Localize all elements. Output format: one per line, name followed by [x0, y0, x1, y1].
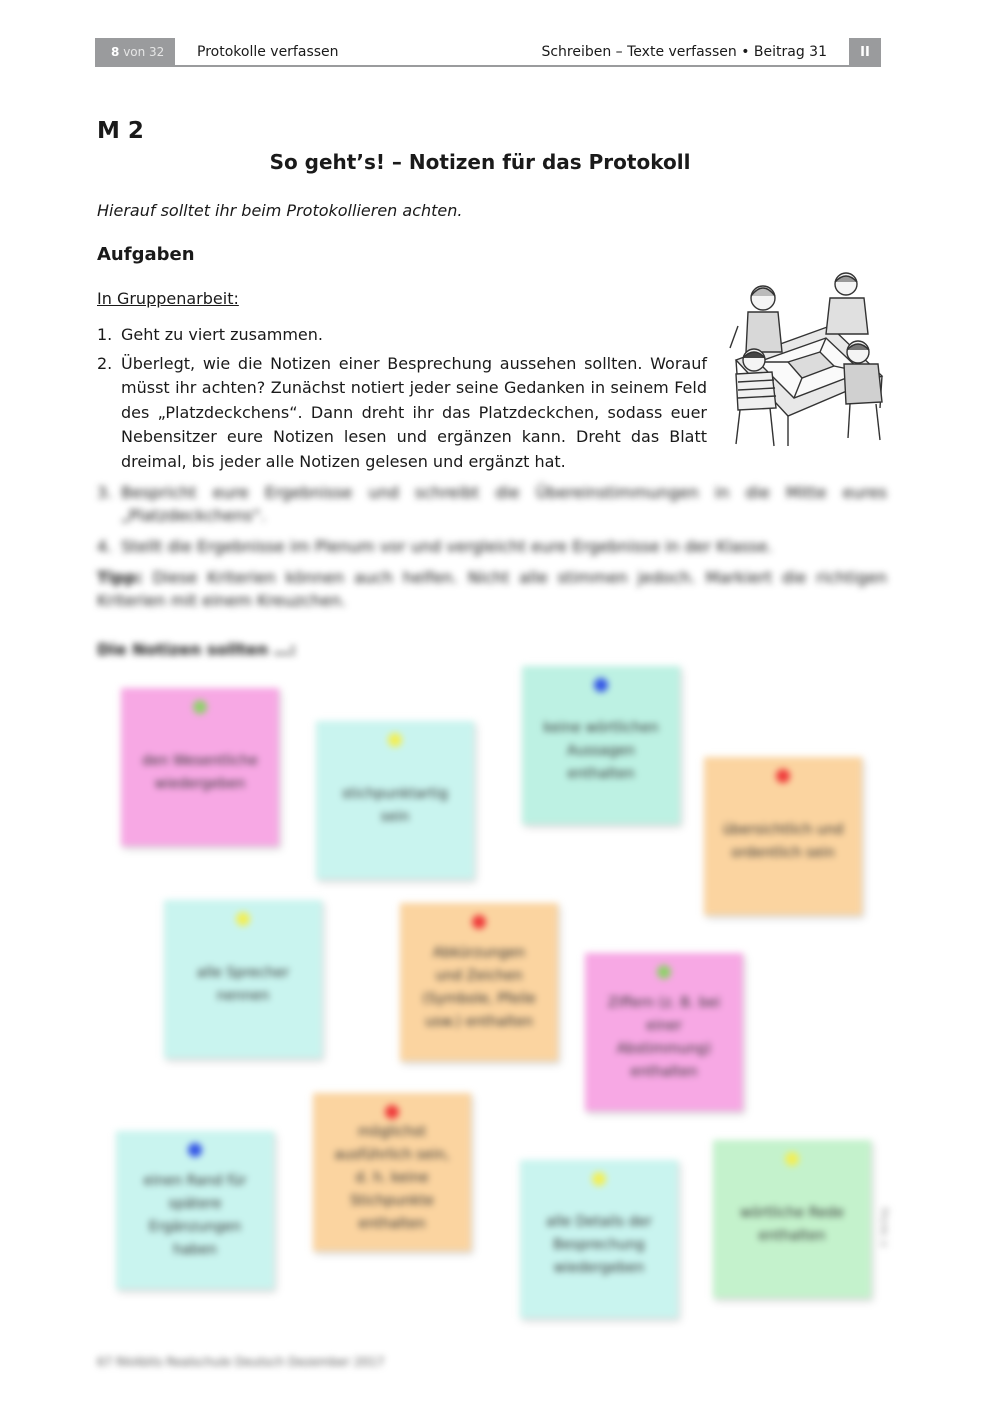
header-strip	[175, 38, 849, 67]
pin-icon	[785, 1152, 799, 1166]
sticky-note	[704, 757, 862, 915]
tip-text: Diese Kriterien können auch helfen. Nicht alle stimmen jedoch. Markiert die richtigen Kriterien mit einem Kreuzchen.	[97, 568, 887, 610]
sticky-note-text: möglichst ausführlich sein, d. h. keine Stichpunkte enthalten	[334, 1123, 450, 1232]
level-badge: II	[849, 38, 881, 67]
pin-icon	[594, 678, 608, 692]
pin-icon	[776, 769, 790, 783]
material-label: M 2	[97, 118, 144, 144]
intro-text: Hierauf solltet ihr beim Protokollieren achten.	[97, 201, 463, 220]
sticky-note-text: übersichtlich und ordentlich sein	[722, 822, 844, 861]
task-item	[97, 481, 887, 527]
pin-icon	[657, 965, 671, 979]
task-text: Überlegt, wie die Notizen einer Besprechung aussehen sollten. Worauf müsst ihr achten? Zunächst notiert jeder seine Gedanken in seinem Feld des „Platzdeckchens“. Dann dreht ihr das Platzdeckchen, sodass euer Nebensitzer eure Notizen lesen und ergänzen kann. Dreht das Blatt dreimal, bis jeder alle Notizen gelesen und ergänzt hat.	[121, 353, 707, 471]
task-item	[97, 535, 887, 558]
group-work-label: In Gruppenarbeit:	[97, 289, 239, 308]
task-text: Stellt die Ergebnisse im Plenum vor und vergleicht eure Ergebnisse in der Klasse.	[121, 537, 773, 556]
sticky-note	[121, 688, 279, 846]
pin-icon	[592, 1172, 606, 1186]
task-number: 4.	[97, 537, 113, 556]
task-number: 1.	[97, 325, 113, 344]
task-list	[97, 323, 707, 478]
sticky-note	[316, 721, 474, 879]
sticky-note-text: einen Rand für spätere Ergänzungen haben	[143, 1173, 247, 1258]
tasks-heading: Aufgaben	[97, 244, 195, 265]
notes-heading: Die Notizen sollten …:	[97, 640, 297, 659]
page-footer: 67 RAAbits Realschule Deutsch Dezember 2017	[97, 1355, 385, 1369]
task-number: 3.	[97, 483, 113, 502]
sticky-note	[313, 1093, 471, 1251]
pin-icon	[385, 1105, 399, 1119]
sticky-note	[164, 900, 322, 1058]
task-item	[97, 323, 707, 348]
series-label: Schreiben – Texte verfassen • Beitrag 31	[541, 44, 827, 60]
task-number: 2.	[97, 353, 113, 373]
sticky-note-text: Abkürzungen und Zeichen (Symbole, Pfeile usw.) enthalten	[422, 945, 536, 1030]
sticky-note-text: den Wesentliche wiedergeben	[142, 753, 258, 792]
page-total: von 32	[123, 45, 165, 59]
task-text: Geht zu viert zusammen.	[121, 325, 323, 344]
blurred-content	[97, 481, 887, 612]
tip-label: Tipp:	[97, 568, 143, 587]
sticky-note	[520, 1160, 678, 1318]
sticky-note-text: wörtliche Rede enthalten	[740, 1205, 844, 1244]
pin-icon	[472, 915, 486, 929]
sticky-note-text: Ziffern (z. B. bei einer Abstimmung) enthalten	[607, 995, 721, 1080]
sticky-note	[585, 953, 743, 1111]
task-item	[97, 352, 707, 475]
page-number: 8	[111, 45, 120, 59]
sticky-note	[400, 903, 558, 1061]
sticky-note-text: alle Sprecher nennen	[196, 965, 290, 1004]
pin-icon	[193, 700, 207, 714]
sticky-note-text: alle Details der Besprechung wiedergeben	[546, 1213, 652, 1276]
document-title: Protokolle verfassen	[197, 44, 339, 60]
task-text: Bespricht eure Ergebnisse und schreibt die Übereinstimmungen in die Mitte eures „Platzdeckchens“.	[121, 483, 887, 525]
sticky-note-text: keine wörtlichen Aussagen enthalten	[543, 719, 659, 782]
page-header	[95, 38, 881, 67]
copyright-note: © Verlag	[880, 1207, 890, 1248]
sticky-note	[116, 1131, 274, 1289]
pin-icon	[236, 912, 250, 926]
sticky-note	[713, 1140, 871, 1298]
tip-paragraph	[97, 566, 887, 612]
sticky-note-text: stichpunktartig sein	[341, 786, 449, 825]
pin-icon	[188, 1143, 202, 1157]
page-title: So geht’s! – Notizen für das Protokoll	[269, 150, 691, 174]
group-work-illustration	[718, 268, 890, 450]
page-number-box	[95, 38, 175, 67]
pin-icon	[388, 733, 402, 747]
sticky-note	[522, 666, 680, 824]
